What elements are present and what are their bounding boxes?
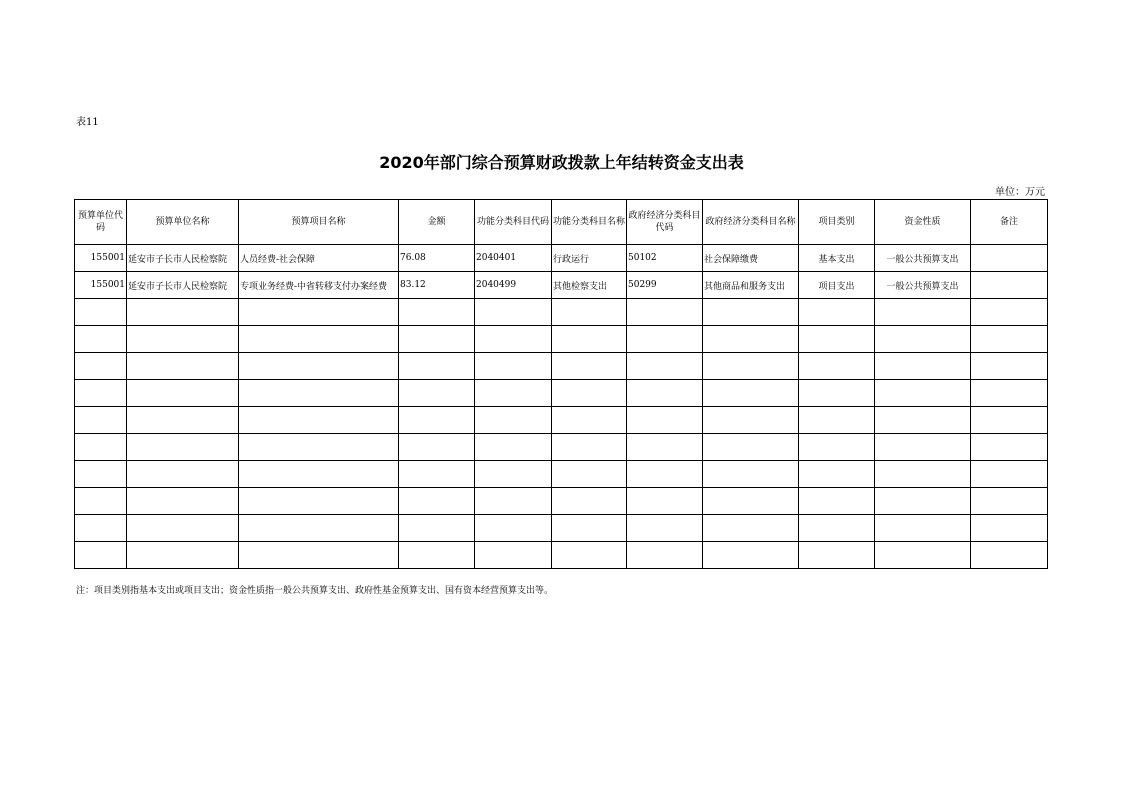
empty-cell <box>799 434 875 461</box>
cell-econ-name: 其他商品和服务支出 <box>703 272 799 299</box>
cell-func-name: 行政运行 <box>552 245 627 272</box>
empty-cell <box>399 299 475 326</box>
empty-cell <box>799 542 875 569</box>
cell-remarks <box>971 245 1048 272</box>
empty-cell <box>239 542 399 569</box>
empty-cell <box>971 353 1048 380</box>
empty-cell <box>239 461 399 488</box>
empty-cell <box>239 353 399 380</box>
empty-cell <box>127 434 239 461</box>
empty-cell <box>127 326 239 353</box>
empty-cell <box>475 407 552 434</box>
table-number: 表11 <box>76 117 99 128</box>
empty-cell <box>799 353 875 380</box>
empty-cell <box>552 353 627 380</box>
empty-cell <box>627 407 703 434</box>
empty-cell <box>703 515 799 542</box>
empty-cell <box>552 380 627 407</box>
empty-cell <box>127 461 239 488</box>
empty-cell <box>552 461 627 488</box>
empty-cell <box>475 488 552 515</box>
empty-cell <box>399 434 475 461</box>
empty-cell <box>552 542 627 569</box>
empty-cell <box>971 542 1048 569</box>
empty-row <box>75 434 1048 461</box>
empty-row <box>75 326 1048 353</box>
empty-cell <box>552 407 627 434</box>
empty-cell <box>239 380 399 407</box>
empty-cell <box>475 434 552 461</box>
empty-cell <box>875 380 971 407</box>
empty-cell <box>75 461 127 488</box>
empty-cell <box>799 407 875 434</box>
empty-cell <box>799 488 875 515</box>
empty-cell <box>971 407 1048 434</box>
empty-cell <box>127 542 239 569</box>
empty-cell <box>799 461 875 488</box>
empty-row <box>75 488 1048 515</box>
cell-fund-nature: 一般公共预算支出 <box>875 245 971 272</box>
empty-cell <box>875 353 971 380</box>
header-func-name: 功能分类科目名称 <box>552 200 627 245</box>
empty-cell <box>127 353 239 380</box>
empty-cell <box>875 461 971 488</box>
empty-row <box>75 353 1048 380</box>
empty-cell <box>239 326 399 353</box>
empty-cell <box>552 434 627 461</box>
header-unit-name: 预算单位名称 <box>127 200 239 245</box>
cell-econ-code: 50102 <box>627 245 703 272</box>
empty-row <box>75 461 1048 488</box>
empty-row <box>75 407 1048 434</box>
empty-cell <box>475 353 552 380</box>
empty-cell <box>703 326 799 353</box>
unit-label: 单位：万元 <box>995 187 1045 198</box>
empty-cell <box>75 434 127 461</box>
header-row <box>75 200 1048 245</box>
empty-cell <box>703 353 799 380</box>
empty-cell <box>75 542 127 569</box>
cell-unit-code: 155001 <box>75 272 127 299</box>
empty-cell <box>875 488 971 515</box>
cell-func-code: 2040401 <box>475 245 552 272</box>
empty-cell <box>399 515 475 542</box>
cell-project-type: 基本支出 <box>799 245 875 272</box>
empty-cell <box>399 353 475 380</box>
empty-cell <box>75 515 127 542</box>
empty-cell <box>552 299 627 326</box>
empty-row <box>75 515 1048 542</box>
empty-cell <box>703 488 799 515</box>
empty-cell <box>799 515 875 542</box>
empty-cell <box>239 488 399 515</box>
empty-cell <box>627 461 703 488</box>
cell-func-code: 2040499 <box>475 272 552 299</box>
cell-fund-nature: 一般公共预算支出 <box>875 272 971 299</box>
empty-cell <box>627 515 703 542</box>
empty-cell <box>127 515 239 542</box>
empty-cell <box>703 407 799 434</box>
empty-cell <box>475 326 552 353</box>
cell-unit-name: 延安市子长市人民检察院 <box>127 272 239 299</box>
empty-cell <box>127 407 239 434</box>
empty-row <box>75 380 1048 407</box>
empty-cell <box>475 461 552 488</box>
empty-cell <box>971 326 1048 353</box>
header-project-type: 项目类别 <box>799 200 875 245</box>
header-econ-code: 政府经济分类科目代码 <box>627 200 703 245</box>
empty-cell <box>552 515 627 542</box>
empty-cell <box>475 542 552 569</box>
empty-cell <box>399 380 475 407</box>
empty-cell <box>127 488 239 515</box>
empty-cell <box>627 488 703 515</box>
empty-cell <box>875 515 971 542</box>
cell-project-type: 项目支出 <box>799 272 875 299</box>
cell-amount: 83.12 <box>399 272 475 299</box>
empty-cell <box>475 380 552 407</box>
header-project-name: 预算项目名称 <box>239 200 399 245</box>
cell-project-name: 人员经费-社会保障 <box>239 245 399 272</box>
footnote: 注：项目类别指基本支出或项目支出；资金性质指一般公共预算支出、政府性基金预算支出、国有资本经营预算支出等。 <box>76 586 554 596</box>
header-fund-nature: 资金性质 <box>875 200 971 245</box>
table-row <box>75 272 1048 299</box>
table-row <box>75 245 1048 272</box>
empty-cell <box>239 434 399 461</box>
empty-cell <box>971 488 1048 515</box>
budget-table <box>74 199 1048 569</box>
empty-cell <box>971 434 1048 461</box>
cell-unit-code: 155001 <box>75 245 127 272</box>
empty-cell <box>799 326 875 353</box>
empty-row <box>75 542 1048 569</box>
header-remarks: 备注 <box>971 200 1048 245</box>
empty-cell <box>971 515 1048 542</box>
header-econ-name: 政府经济分类科目名称 <box>703 200 799 245</box>
cell-econ-name: 社会保障缴费 <box>703 245 799 272</box>
empty-cell <box>875 326 971 353</box>
empty-cell <box>552 326 627 353</box>
cell-econ-code: 50299 <box>627 272 703 299</box>
header-amount: 金额 <box>399 200 475 245</box>
empty-cell <box>75 299 127 326</box>
empty-cell <box>399 542 475 569</box>
empty-cell <box>703 299 799 326</box>
empty-cell <box>75 407 127 434</box>
empty-cell <box>971 461 1048 488</box>
empty-cell <box>239 299 399 326</box>
page-title: 2020年部门综合预算财政拨款上年结转资金支出表 <box>379 153 744 172</box>
empty-cell <box>875 299 971 326</box>
cell-func-name: 其他检察支出 <box>552 272 627 299</box>
empty-cell <box>875 434 971 461</box>
empty-cell <box>75 488 127 515</box>
header-unit-code: 预算单位代码 <box>75 200 127 245</box>
empty-cell <box>627 380 703 407</box>
cell-unit-name: 延安市子长市人民检察院 <box>127 245 239 272</box>
empty-cell <box>399 488 475 515</box>
empty-cell <box>875 542 971 569</box>
empty-cell <box>75 326 127 353</box>
empty-cell <box>703 461 799 488</box>
header-func-code: 功能分类科目代码 <box>475 200 552 245</box>
empty-cell <box>127 299 239 326</box>
empty-cell <box>703 380 799 407</box>
cell-project-name: 专项业务经费-中省转移支付办案经费 <box>239 272 399 299</box>
empty-cell <box>875 407 971 434</box>
empty-cell <box>627 542 703 569</box>
empty-cell <box>627 299 703 326</box>
empty-cell <box>627 326 703 353</box>
cell-amount: 76.08 <box>399 245 475 272</box>
empty-cell <box>627 434 703 461</box>
empty-cell <box>799 299 875 326</box>
empty-cell <box>799 380 875 407</box>
empty-cell <box>971 299 1048 326</box>
empty-cell <box>75 353 127 380</box>
empty-cell <box>552 488 627 515</box>
empty-cell <box>703 434 799 461</box>
empty-cell <box>239 407 399 434</box>
empty-cell <box>75 380 127 407</box>
empty-cell <box>475 299 552 326</box>
empty-row <box>75 299 1048 326</box>
empty-cell <box>475 515 552 542</box>
empty-cell <box>399 326 475 353</box>
empty-cell <box>127 380 239 407</box>
empty-cell <box>627 353 703 380</box>
cell-remarks <box>971 272 1048 299</box>
empty-cell <box>399 461 475 488</box>
empty-cell <box>703 542 799 569</box>
empty-cell <box>399 407 475 434</box>
empty-cell <box>971 380 1048 407</box>
empty-cell <box>239 515 399 542</box>
